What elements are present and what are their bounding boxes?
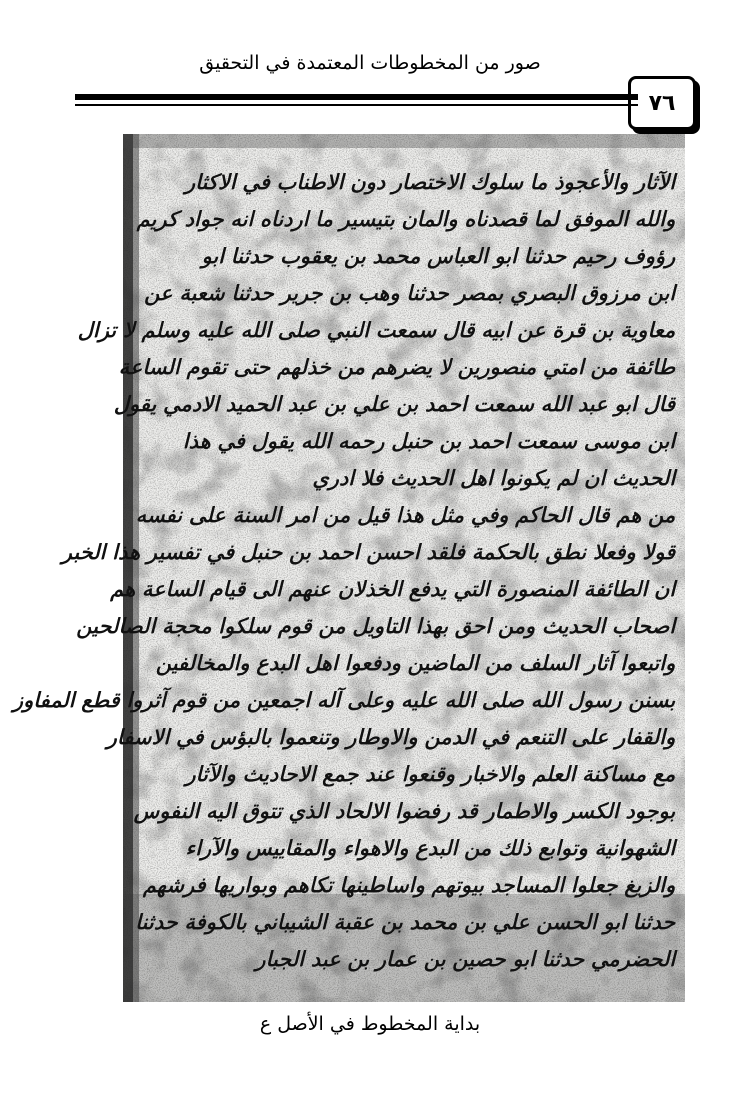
manuscript-line: مع مساكنة العلم والاخبار وقنعوا عند جمع الاحاديث والآثار (185, 762, 675, 786)
manuscript-line: بوجود الكسر والاطمار قد رفضوا الالحاد الذي تتوق اليه النفوس (133, 799, 675, 823)
running-header-title: صور من المخطوطات المعتمدة في التحقيق (199, 52, 541, 74)
manuscript-line: الحديث ان لم يكونوا اهل الحديث فلا ادري (312, 466, 675, 490)
manuscript-line: حدثنا ابو الحسن علي بن محمد بن عقبة الشيباني بالكوفة حدثنا (134, 910, 675, 934)
manuscript-line: ان الطائفة المنصورة التي يدفع الخذلان عنهم الى قيام الساعة هم (109, 577, 675, 601)
manuscript-line: ابن مرزوق البصري بمصر حدثنا وهب بن جرير حدثنا شعبة عن (143, 281, 675, 305)
manuscript-line: واتبعوا آثار السلف من الماضين ودفعوا اهل البدع والمخالفين (155, 651, 675, 675)
manuscript-line: قال ابو عبد الله سمعت احمد بن علي بن عبد الحميد الادمي يقول (113, 392, 675, 416)
header-rule-thick (75, 94, 638, 100)
manuscript-line: من هم قال الحاكم وفي مثل هذا قيل من امر السنة على نفسه (135, 503, 675, 527)
manuscript-line: والله الموفق لما قصدناه والمان بتيسير ما اردناه انه جواد كريم (136, 207, 675, 231)
page-number-badge: ٧٦ (628, 76, 696, 130)
manuscript-line: رؤوف رحيم حدثنا ابو العباس محمد بن يعقوب حدثنا ابو (201, 244, 675, 268)
manuscript-line: قولا وفعلا نطق بالحكمة فلقد احسن احمد بن حنبل في تفسير هذا الخبر (61, 540, 675, 564)
manuscript-line: الآثار والأعجوذ ما سلوك الاختصار دون الاطناب في الاكثار (184, 170, 675, 194)
manuscript-line: بسنن رسول الله صلى الله عليه وعلى آله اجمعين من قوم آثروا قطع المفاوز (12, 688, 675, 712)
manuscript-line: والقفار على التنعم في الدمن والاوطار وتنعموا بالبؤس في الاسفار (106, 725, 675, 749)
manuscript-line: طائفة من امتي منصورين لا يضرهم من خذلهم حتى تقوم الساعة (118, 355, 675, 379)
manuscript-line: والزيغ جعلوا المساجد بيوتهم واساطينها تكاهم وبواريها فرشهم (142, 873, 675, 897)
manuscript-line: ابن موسى سمعت احمد بن حنبل رحمه الله يقول في هذا (182, 429, 675, 453)
manuscript-text-block (12, 164, 675, 978)
manuscript-line: الحضرمي حدثنا ابو حصين بن عمار بن عبد الجبار (255, 947, 675, 971)
manuscript-line: الشهوانية وتوابع ذلك من البدع والاهواء والمقاييس والآراء (185, 836, 675, 860)
header-rule-thin (75, 104, 638, 106)
figure-caption: بداية المخطوط في الأصل ع (259, 1013, 481, 1035)
manuscript-line: اصحاب الحديث ومن احق بهذا التاويل من قوم سلكوا محجة الصالحين (75, 614, 675, 638)
manuscript-line: معاوية بن قرة عن ابيه قال سمعت النبي صلى الله عليه وسلم لا تزال (77, 318, 675, 342)
manuscript-image (12, 134, 685, 1002)
